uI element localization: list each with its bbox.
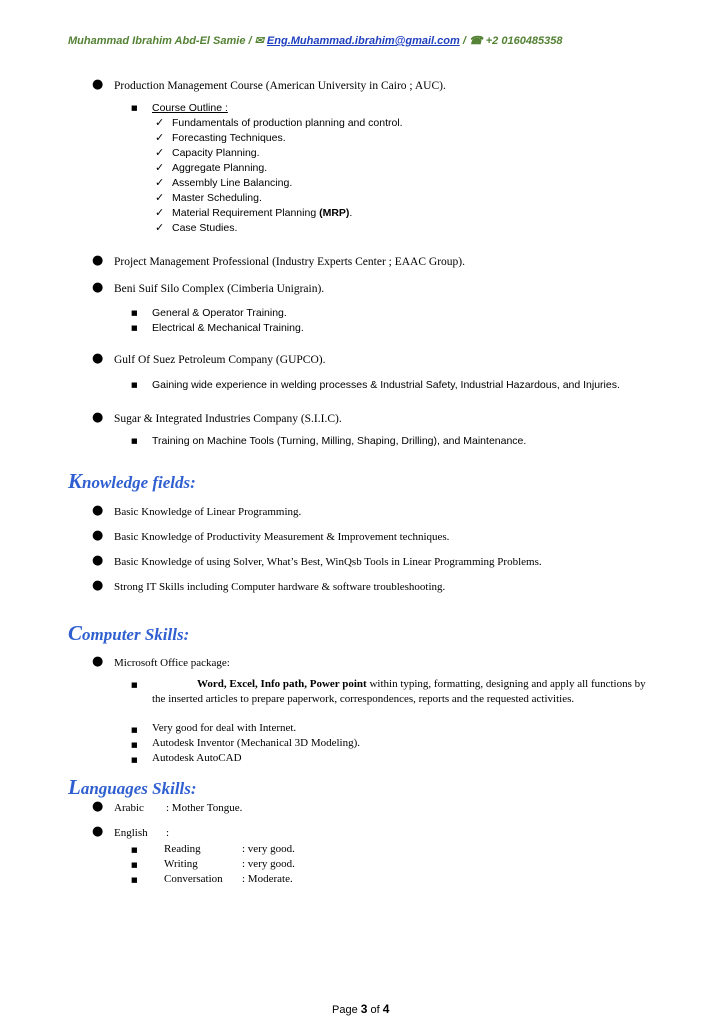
training-item: Gaining wide experience in welding processes & Industrial Safety, Industrial Hazardous, and Injuries. <box>152 379 620 391</box>
outline-item: Forecasting Techniques. <box>172 132 286 144</box>
email-link[interactable]: Eng.Muhammad.ibrahim@gmail.com <box>266 35 460 47</box>
phone-number: +2 0160485358 <box>485 35 563 47</box>
square-bullet-icon: ■ <box>131 726 138 734</box>
english-skill-label: Conversation <box>164 873 223 885</box>
computer-item: Autodesk Inventor (Mechanical 3D Modeling). <box>152 737 361 749</box>
bullet-icon: ● <box>92 503 104 518</box>
bullet-icon: ● <box>92 553 104 568</box>
bullet-icon: ● <box>92 528 104 543</box>
english-skill-level: : very good. <box>242 843 295 855</box>
training-title: Production Management Course (American University in Cairo ; AUC). <box>114 80 446 92</box>
language-arabic-level: : Mother Tongue. <box>166 802 243 814</box>
outline-item: Master Scheduling. <box>172 192 262 204</box>
author-name: Muhammad Ibrahim Abd-El Samie / <box>68 35 252 47</box>
square-bullet-icon: ■ <box>131 756 138 764</box>
bullet-icon: ● <box>92 280 104 295</box>
language-english: English <box>114 827 148 839</box>
training-item: General & Operator Training. <box>152 307 287 319</box>
page-total: 4 <box>382 1002 390 1016</box>
square-bullet-icon: ■ <box>131 324 138 332</box>
page-footer <box>332 1002 389 1016</box>
training-title: Sugar & Integrated Industries Company (S.I.I.C). <box>114 413 342 425</box>
english-skill-level: : Moderate. <box>242 873 293 885</box>
envelope-icon: ✉ <box>254 35 264 47</box>
bullet-icon: ● <box>92 77 104 92</box>
outline-item: Aggregate Planning. <box>172 162 268 174</box>
computer-skills-heading: Computer Skills: <box>68 621 190 645</box>
check-icon: ✓ <box>155 131 165 144</box>
page-header <box>68 34 563 47</box>
bullet-icon: ● <box>92 654 104 669</box>
training-item: Electrical & Mechanical Training. <box>152 322 304 334</box>
bullet-icon: ● <box>92 410 104 425</box>
bullet-icon: ● <box>92 799 104 814</box>
page-number: 3 <box>360 1002 368 1016</box>
knowledge-item: Basic Knowledge of using Solver, What’s Best, WinQsb Tools in Linear Programming Problems. <box>114 556 542 568</box>
knowledge-item: Strong IT Skills including Computer hardware & software troubleshooting. <box>114 581 446 593</box>
check-icon: ✓ <box>155 146 165 159</box>
outline-item: Fundamentals of production planning and control. <box>172 117 403 129</box>
check-icon: ✓ <box>155 191 165 204</box>
english-skill-label: Writing <box>164 858 198 870</box>
computer-item: Autodesk AutoCAD <box>152 752 242 764</box>
check-icon: ✓ <box>155 221 165 234</box>
bullet-icon: ● <box>92 824 104 839</box>
english-skill-level: : very good. <box>242 858 295 870</box>
knowledge-item: Basic Knowledge of Productivity Measurement & Improvement techniques. <box>114 531 450 543</box>
knowledge-fields-heading: Knowledge fields: <box>68 469 196 493</box>
square-bullet-icon: ■ <box>131 437 138 445</box>
training-item: Training on Machine Tools (Turning, Milling, Shaping, Drilling), and Maintenance. <box>152 435 527 447</box>
outline-item: Capacity Planning. <box>172 147 260 159</box>
header-separator: / <box>462 35 466 47</box>
language-arabic: Arabic <box>114 802 144 814</box>
page-label: Page <box>332 1004 358 1016</box>
office-package-label: Microsoft Office package: <box>114 657 230 669</box>
course-outline-label: Course Outline : <box>152 102 228 114</box>
language-english-colon: : <box>166 827 170 839</box>
phone-icon: ☎ <box>468 35 483 47</box>
languages-skills-heading: Languages Skills: <box>68 775 197 799</box>
square-bullet-icon: ■ <box>131 876 138 884</box>
outline-item: Assembly Line Balancing. <box>172 177 293 189</box>
training-title: Project Management Professional (Industry Experts Center ; EAAC Group). <box>114 256 465 268</box>
bullet-icon: ● <box>92 578 104 593</box>
computer-item: Very good for deal with Internet. <box>152 722 297 734</box>
outline-item: Case Studies. <box>172 222 238 234</box>
check-icon: ✓ <box>155 206 165 219</box>
knowledge-item: Basic Knowledge of Linear Programming. <box>114 506 302 518</box>
page-of: of <box>370 1004 380 1016</box>
english-skill-label: Reading <box>164 843 201 855</box>
square-bullet-icon: ■ <box>131 309 138 317</box>
square-bullet-icon: ■ <box>131 861 138 869</box>
bullet-icon: ● <box>92 253 104 268</box>
outline-item: Material Requirement Planning (MRP). <box>172 207 353 219</box>
square-bullet-icon: ■ <box>131 681 138 689</box>
office-description: Word, Excel, Info path, Power point within typing, formatting, designing and apply all functions by the inserted articles to prepare paperwork, correspondences, reports and the requested activities. <box>152 678 646 705</box>
square-bullet-icon: ■ <box>131 104 138 112</box>
check-icon: ✓ <box>155 116 165 129</box>
square-bullet-icon: ■ <box>131 846 138 854</box>
training-title: Gulf Of Suez Petroleum Company (GUPCO). <box>114 354 326 366</box>
square-bullet-icon: ■ <box>131 741 138 749</box>
check-icon: ✓ <box>155 161 165 174</box>
check-icon: ✓ <box>155 176 165 189</box>
square-bullet-icon: ■ <box>131 381 138 389</box>
training-title: Beni Suif Silo Complex (Cimberia Unigrain). <box>114 283 325 295</box>
bullet-icon: ● <box>92 351 104 366</box>
